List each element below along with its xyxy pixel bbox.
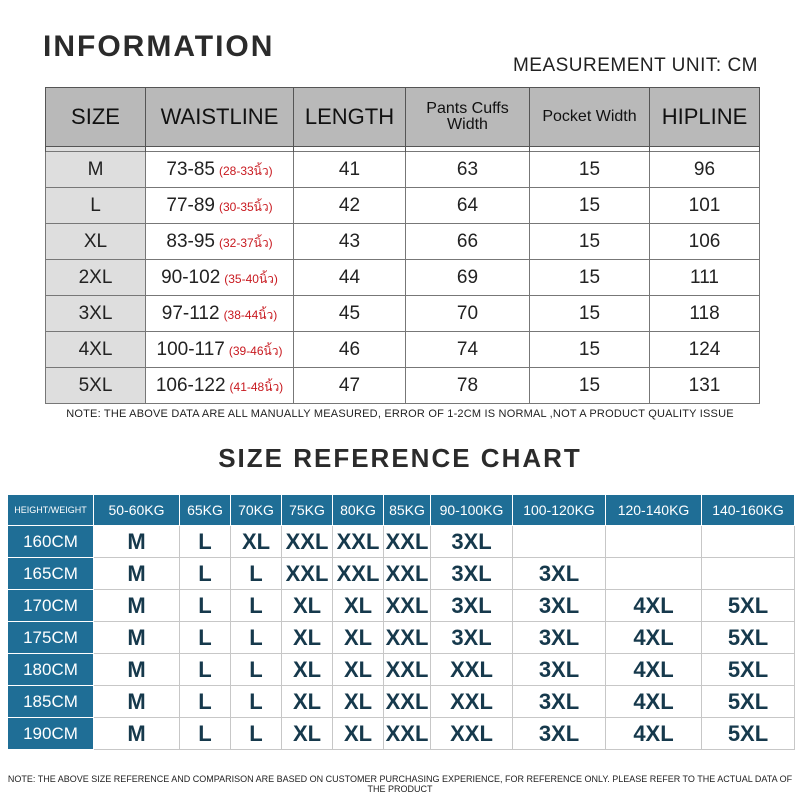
recommended-size-cell: 4XL (606, 590, 702, 622)
recommended-size-cell: 5XL (702, 718, 795, 750)
recommended-size-cell: XL (282, 718, 333, 750)
header-weight-column: 50-60KG (94, 495, 180, 526)
recommended-size-cell: XL (282, 686, 333, 718)
size-row (46, 332, 760, 368)
length-cell: 41 (294, 152, 406, 188)
recommended-size-cell: XL (231, 526, 282, 558)
size-reference-title: SIZE REFERENCE CHART (218, 443, 582, 473)
pocket-width-cell: 15 (530, 368, 650, 404)
recommended-size-cell: M (94, 654, 180, 686)
page-title: INFORMATION (43, 30, 275, 63)
recommended-size-cell: XXL (282, 558, 333, 590)
size-row (46, 224, 760, 260)
waist-inch-range: (28-33นิ้ว) (218, 163, 273, 178)
reference-note: NOTE: THE ABOVE SIZE REFERENCE AND COMPARISON ARE BASED ON CUSTOMER PURCHASING EXPERIENCE, FOR REFERENCE ONLY. PLEASE REFER TO THE ACTUAL DATA OF THE PRODUCT (7, 774, 793, 794)
header-weight-column: 70KG (231, 495, 282, 526)
waistline-cell: 83-95 (32-37นิ้ว) (146, 224, 294, 260)
recommended-size-cell: L (180, 526, 231, 558)
recommended-size-cell: XXL (384, 654, 431, 686)
recommended-size-cell: L (180, 718, 231, 750)
reference-row (8, 622, 795, 654)
waistline-cell: 106-122 (41-48นิ้ว) (146, 368, 294, 404)
length-cell: 43 (294, 224, 406, 260)
recommended-size-cell: 5XL (702, 590, 795, 622)
reference-row (8, 654, 795, 686)
recommended-size-cell: 3XL (513, 686, 606, 718)
reference-row (8, 718, 795, 750)
recommended-size-cell: L (180, 654, 231, 686)
header-waistline: WAISTLINE (146, 88, 294, 147)
header-weight-column: 85KG (384, 495, 431, 526)
waistline-cell: 77-89 (30-35นิ้ว) (146, 188, 294, 224)
recommended-size-cell: M (94, 622, 180, 654)
reference-row (8, 590, 795, 622)
reference-row (8, 526, 795, 558)
recommended-size-cell: XL (333, 686, 384, 718)
waist-inch-range: (30-35นิ้ว) (218, 199, 273, 214)
recommended-size-cell: XXL (384, 526, 431, 558)
recommended-size-cell: XL (282, 622, 333, 654)
recommended-size-cell: L (231, 590, 282, 622)
recommended-size-cell: 5XL (702, 686, 795, 718)
recommended-size-cell: 3XL (431, 526, 513, 558)
recommended-size-cell: XL (282, 590, 333, 622)
recommended-size-cell: 4XL (606, 686, 702, 718)
recommended-size-cell: XXL (333, 558, 384, 590)
size-row (46, 368, 760, 404)
recommended-size-cell (513, 526, 606, 558)
size-cell: 5XL (46, 368, 146, 404)
size-row (46, 260, 760, 296)
height-cell: 185CM (8, 686, 94, 718)
hipline-cell: 96 (650, 152, 760, 188)
size-row (46, 296, 760, 332)
size-cell: L (46, 188, 146, 224)
reference-row (8, 558, 795, 590)
cuffs-width-cell: 70 (406, 296, 530, 332)
cuffs-width-cell: 66 (406, 224, 530, 260)
size-reference-table (7, 494, 795, 750)
header-pocket-width: Pocket Width (530, 88, 650, 147)
recommended-size-cell: M (94, 590, 180, 622)
recommended-size-cell: 3XL (513, 558, 606, 590)
recommended-size-cell: XXL (431, 718, 513, 750)
recommended-size-cell: 4XL (606, 654, 702, 686)
recommended-size-cell: M (94, 686, 180, 718)
header-hipline: HIPLINE (650, 88, 760, 147)
cuffs-width-cell: 69 (406, 260, 530, 296)
recommended-size-cell: XXL (384, 622, 431, 654)
recommended-size-cell: M (94, 558, 180, 590)
recommended-size-cell: XXL (431, 654, 513, 686)
header-weight-column: 100-120KG (513, 495, 606, 526)
header-weight-column: 90-100KG (431, 495, 513, 526)
recommended-size-cell: 3XL (513, 654, 606, 686)
info-header-row (46, 88, 760, 147)
waist-inch-range: (38-44นิ้ว) (223, 307, 278, 322)
recommended-size-cell: 3XL (513, 590, 606, 622)
cuffs-width-cell: 64 (406, 188, 530, 224)
header-length: LENGTH (294, 88, 406, 147)
length-cell: 42 (294, 188, 406, 224)
header-size: SIZE (46, 88, 146, 147)
hipline-cell: 101 (650, 188, 760, 224)
reference-header-row (8, 495, 795, 526)
measurement-unit-label: MEASUREMENT UNIT: CM (512, 55, 758, 76)
height-cell: 190CM (8, 718, 94, 750)
height-cell: 165CM (8, 558, 94, 590)
recommended-size-cell: XXL (333, 526, 384, 558)
header-height-weight: HEIGHT/WEIGHT (8, 495, 94, 526)
recommended-size-cell: L (231, 718, 282, 750)
recommended-size-cell: XXL (431, 686, 513, 718)
recommended-size-cell: XXL (384, 558, 431, 590)
pocket-width-cell: 15 (530, 224, 650, 260)
recommended-size-cell: XXL (384, 686, 431, 718)
pocket-width-cell: 15 (530, 152, 650, 188)
recommended-size-cell: 3XL (431, 590, 513, 622)
hipline-cell: 111 (650, 260, 760, 296)
size-cell: 4XL (46, 332, 146, 368)
recommended-size-cell: 3XL (431, 622, 513, 654)
size-row (46, 152, 760, 188)
pocket-width-cell: 15 (530, 260, 650, 296)
recommended-size-cell: L (231, 622, 282, 654)
recommended-size-cell: XXL (282, 526, 333, 558)
recommended-size-cell: XL (333, 654, 384, 686)
size-row (46, 188, 760, 224)
header-weight-column: 75KG (282, 495, 333, 526)
recommended-size-cell: L (180, 686, 231, 718)
cuffs-width-cell: 74 (406, 332, 530, 368)
recommended-size-cell (606, 558, 702, 590)
size-cell: 3XL (46, 296, 146, 332)
pocket-width-cell: 15 (530, 188, 650, 224)
recommended-size-cell: L (231, 558, 282, 590)
size-cell: XL (46, 224, 146, 260)
recommended-size-cell: XXL (384, 718, 431, 750)
recommended-size-cell: XL (333, 590, 384, 622)
header-weight-column: 140-160KG (702, 495, 795, 526)
recommended-size-cell: 3XL (513, 622, 606, 654)
length-cell: 46 (294, 332, 406, 368)
hipline-cell: 131 (650, 368, 760, 404)
height-cell: 160CM (8, 526, 94, 558)
recommended-size-cell: L (231, 686, 282, 718)
recommended-size-cell: L (231, 654, 282, 686)
header-weight-column: 65KG (180, 495, 231, 526)
waist-inch-range: (41-48นิ้ว) (229, 379, 284, 394)
recommended-size-cell: L (180, 590, 231, 622)
hipline-cell: 106 (650, 224, 760, 260)
header-pants-cuffs-width: Pants Cuffs Width (406, 88, 530, 147)
recommended-size-cell: 3XL (431, 558, 513, 590)
pocket-width-cell: 15 (530, 296, 650, 332)
measurement-note: NOTE: THE ABOVE DATA ARE ALL MANUALLY MEASURED, ERROR OF 1-2CM IS NORMAL ,NOT A PRODUCT QUALITY ISSUE (66, 408, 734, 420)
size-cell: M (46, 152, 146, 188)
recommended-size-cell: 5XL (702, 654, 795, 686)
recommended-size-cell: L (180, 622, 231, 654)
header-weight-column: 120-140KG (606, 495, 702, 526)
cuffs-width-cell: 63 (406, 152, 530, 188)
recommended-size-cell: 5XL (702, 622, 795, 654)
recommended-size-cell: XXL (384, 590, 431, 622)
recommended-size-cell: L (180, 558, 231, 590)
length-cell: 47 (294, 368, 406, 404)
header-weight-column: 80KG (333, 495, 384, 526)
recommended-size-cell: 4XL (606, 718, 702, 750)
recommended-size-cell: M (94, 718, 180, 750)
cuffs-width-cell: 78 (406, 368, 530, 404)
pocket-width-cell: 15 (530, 332, 650, 368)
recommended-size-cell (606, 526, 702, 558)
height-cell: 180CM (8, 654, 94, 686)
recommended-size-cell: XL (333, 622, 384, 654)
recommended-size-cell: XL (333, 718, 384, 750)
hipline-cell: 118 (650, 296, 760, 332)
waist-inch-range: (39-46นิ้ว) (228, 343, 283, 358)
waistline-cell: 100-117 (39-46นิ้ว) (146, 332, 294, 368)
size-cell: 2XL (46, 260, 146, 296)
recommended-size-cell: XL (282, 654, 333, 686)
waistline-cell: 73-85 (28-33นิ้ว) (146, 152, 294, 188)
length-cell: 45 (294, 296, 406, 332)
waistline-cell: 90-102 (35-40นิ้ว) (146, 260, 294, 296)
hipline-cell: 124 (650, 332, 760, 368)
waist-inch-range: (32-37นิ้ว) (218, 235, 273, 250)
waist-inch-range: (35-40นิ้ว) (224, 271, 278, 286)
length-cell: 44 (294, 260, 406, 296)
height-cell: 170CM (8, 590, 94, 622)
recommended-size-cell (702, 558, 795, 590)
recommended-size-cell: 3XL (513, 718, 606, 750)
size-information-table (45, 87, 760, 404)
recommended-size-cell: 4XL (606, 622, 702, 654)
recommended-size-cell: M (94, 526, 180, 558)
reference-row (8, 686, 795, 718)
waistline-cell: 97-112 (38-44นิ้ว) (146, 296, 294, 332)
recommended-size-cell (702, 526, 795, 558)
height-cell: 175CM (8, 622, 94, 654)
